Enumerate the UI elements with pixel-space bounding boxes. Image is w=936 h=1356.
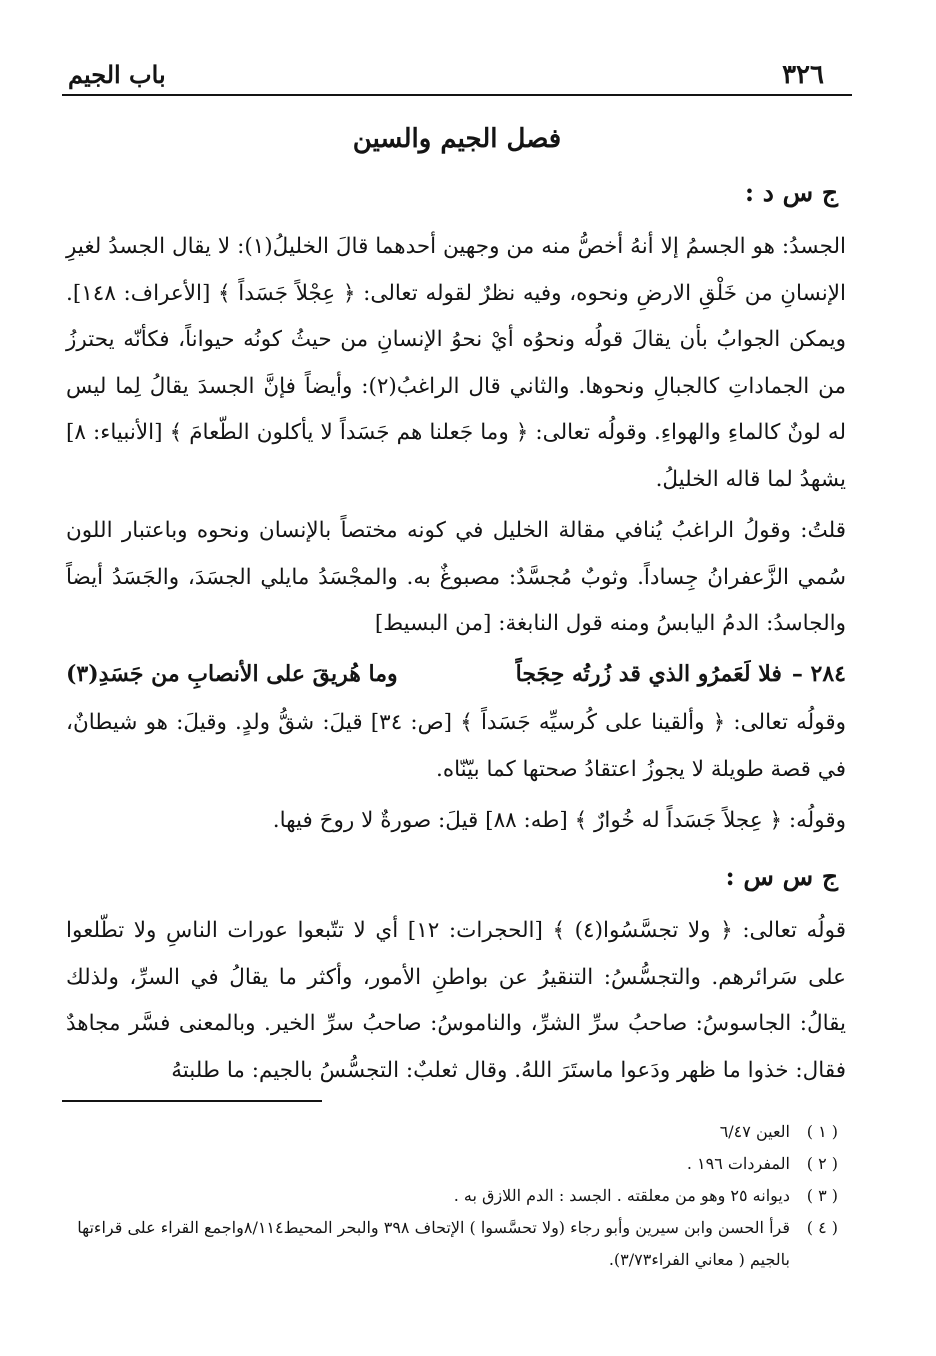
footnote-rule [62,1100,322,1102]
poetry-verse [66,654,846,694]
root-heading-jss: ج س س : [725,862,838,891]
footnote-text: العين ٦/٤٧ [719,1122,790,1141]
verse-second-hemistich: وما هُريقَ على الأنصابِ من جَسَدِ(٣) [66,661,398,687]
paragraph: وقولُه تعالى: ﴿ وألقينا على كُرسيِّه جَسَداً ﴾ [ص: ٣٤] قيلَ: شقُّ ولدٍ. وقيلَ: هو شيطانٌ، في قصة طويلة لا يجوزُ اعتقادُ صحتها كما بيّنّاه. [66,710,846,782]
paragraph: قولُه تعالى: ﴿ ولا تجسَّسُوا(٤) ﴾ [الحجرات: ١٢] أي لا تتّبعوا عورات الناسِ ولا تطّلعوا على سَرائرهم. والتجسُّسُ: التنقيرُ عن بواطنِ الأمور، وأكثر ما يقالُ في السرِّ، ولذلك يقالُ: الجاسوسُ: صاحبُ سرِّ الشرِّ، والناموسُ: صاحبُ سرِّ الخير. وبالمعنى فسَّر مجاهدٌ فقال: خذوا ما ظهر ودَعوا ماستَرَ اللهُ. وقال ثعلبٌ: التجسُّسُ بالجيم: ما طلبتهُ [66,918,847,1083]
paragraph: الجسدُ: هو الجسمُ إلا أنهُ أخصُّ منه من وجهين أحدهما قالَ الخليلُ(١): لا يقال الجسدُ لغيرِ الإنسانِ من خَلْقِ الارضِ ونحوه، وفيه نظرٌ لقوله تعالى: ﴿ عِجْلاً جَسَداً ﴾ [الأعراف: ١٤٨]. ويمكن الجوابُ بأن يقالَ قولُه ونحوُه أيْ نحوُ الإنسانِ من حيثُ كونُه حيواناً، فكأنّه يحترزُ من الجماداتِ كالجبالِ ونحوها. والثاني قال الراغبُ(٢): وأيضاً فإنَّ الجسدَ يقالُ لِما ليس له لونٌ كالماءِ والهواءِ. وقولُه تعالى: ﴿ وما جَعلنا هم جَسَداً لا يأكلون الطّعامَ ﴾ [الأنبياء: ٨] يشهدُ لما قاله الخليلُ. [66,234,846,492]
paragraph: قلتُ: وقولُ الراغبُ يُنافي مقالة الخليل في كونه مختصاً بالإنسان ونحوه وباعتبار اللون سُمي الزَّعفرانُ جِساداً. وثوبٌ مُجسَّدٌ: مصبوغٌ به. والمجْسَدُ مايلي الجسَدَ، والجَسَدُ أيضاً والجاسدُ: الدمُ اليابسُ ومنه قول النابغة: [من البسيط] [66,518,846,636]
root-heading-jsd: ج س د : [744,178,838,207]
footnote [66,1116,838,1148]
page [62,52,852,1342]
footnote [66,1212,838,1276]
footnote-text: قرأ الحسن وابن سيرين وأبو رجاء (ولا تحسَّسوا ) الإتحاف ٣٩٨ والبحر المحيط٨/١١٤واجمع القراء على قراءتها بالجيم ( معاني الفراء٣/٧٣). [77,1218,790,1269]
paragraph: وقولُه: ﴿ عِجلاً جَسَداً له خُوارٌ ﴾ [طه: ٨٨] قيلَ: صورةٌ لا روحَ فيها. [272,808,846,833]
footnote [66,1148,838,1180]
verse-number: ٢٨٤ – [791,661,846,687]
footnotes [66,1116,838,1276]
footnote-mark: ( ٣ ) [806,1186,838,1205]
footnote [66,1180,838,1212]
running-header [62,52,852,92]
header-rule [62,94,852,96]
footnote-mark: ( ٤ ) [806,1218,838,1237]
footnote-text: المفردات ١٩٦ . [686,1154,790,1173]
footnote-text: ديوانه ٢٥ وهو من معلقته . الجسد : الدم اللازق به . [453,1186,790,1205]
verse-first-hemistich: فلا لَعَمرُو الذي قد زُرتُه حِجَجاً [515,661,782,687]
chapter-title: باب الجيم [68,60,166,89]
page-number: ٣٢٦ [782,60,824,90]
footnote-mark: ( ١ ) [806,1122,838,1141]
footnote-mark: ( ٢ ) [806,1154,838,1173]
section-title: فصل الجيم والسين [352,124,562,154]
